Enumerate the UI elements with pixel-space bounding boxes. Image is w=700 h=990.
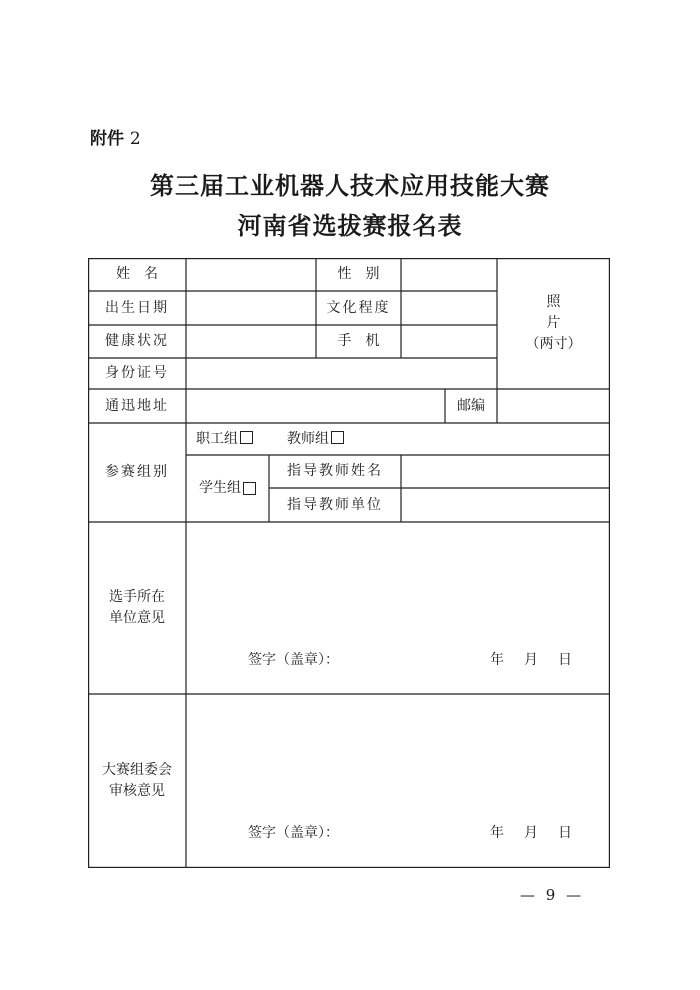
- advisor-unit-field[interactable]: [401, 488, 610, 522]
- phone-label: 手机: [337, 333, 394, 349]
- photo-placeholder: [497, 258, 610, 389]
- birth-date-field[interactable]: [186, 291, 316, 325]
- address-label: 通迅地址: [105, 397, 169, 414]
- group-student-option[interactable]: 学生组: [186, 455, 269, 522]
- attachment-label: [90, 124, 141, 149]
- teacher-checkbox[interactable]: [331, 431, 344, 444]
- gender-field[interactable]: [401, 258, 497, 291]
- photo-line1: 照: [546, 294, 561, 310]
- unit-opinion-label: 选手所在 单位意见: [109, 589, 165, 626]
- id-number-label: 身份证号: [105, 365, 169, 381]
- staff-checkbox[interactable]: [240, 431, 253, 444]
- registration-form: [88, 258, 610, 868]
- id-number-field[interactable]: [186, 358, 497, 389]
- committee-signature-label: 签字（盖章）：: [248, 824, 339, 841]
- name-field[interactable]: [186, 258, 316, 291]
- health-label: 健康状况: [105, 333, 169, 349]
- gender-label: 性别: [337, 266, 394, 282]
- group-teacher-option[interactable]: 教师组: [287, 429, 344, 450]
- unit-date: 年 月 日: [490, 651, 572, 668]
- attachment-label-text: 附件: [90, 129, 124, 149]
- education-label: 文化程度: [326, 299, 391, 316]
- attachment-number: 2: [129, 129, 141, 149]
- health-field[interactable]: [186, 325, 316, 358]
- advisor-name-field[interactable]: [401, 455, 610, 488]
- photo-line3: （两寸）: [525, 336, 582, 352]
- photo-line2: 片: [546, 315, 561, 331]
- group-options-row: [186, 423, 610, 455]
- birth-date-label: 出生日期: [105, 299, 169, 316]
- advisor-unit-label: 指导教师单位: [287, 496, 383, 513]
- education-field[interactable]: [401, 291, 497, 325]
- phone-field[interactable]: [401, 325, 497, 358]
- postcode-label: 邮编: [457, 397, 485, 414]
- committee-opinion-label: 大赛组委会 审核意见: [102, 762, 172, 799]
- group-staff-option[interactable]: 职工组: [196, 429, 253, 450]
- group-label: 参赛组别: [105, 464, 169, 480]
- unit-signature-label: 签字（盖章）：: [248, 651, 339, 668]
- postcode-field[interactable]: [497, 389, 610, 423]
- committee-date: 年 月 日: [490, 824, 572, 841]
- address-field[interactable]: [186, 389, 445, 423]
- page-number: — 9 —: [520, 886, 585, 904]
- student-checkbox[interactable]: [243, 482, 256, 495]
- form-title-line1: 第三届工业机器人技术应用技能大赛: [150, 172, 550, 200]
- form-title-line2: 河南省选拔赛报名表: [237, 212, 463, 240]
- name-label: 姓名: [116, 266, 172, 282]
- advisor-name-label: 指导教师姓名: [287, 463, 383, 479]
